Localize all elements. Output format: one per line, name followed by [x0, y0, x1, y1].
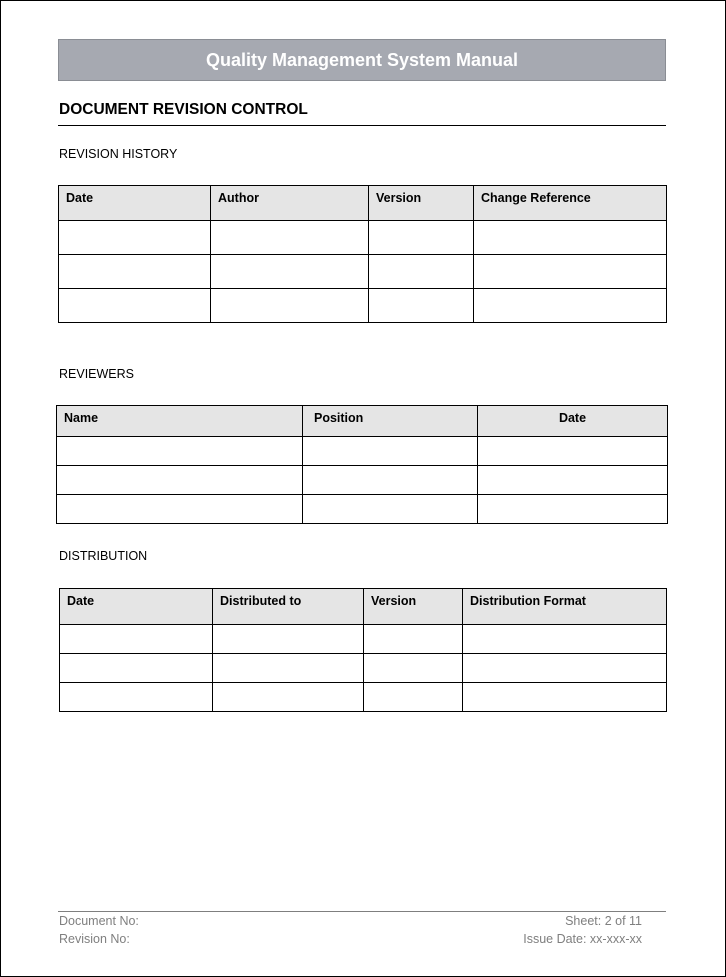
- table-cell[interactable]: [60, 654, 213, 683]
- table-header-row: [60, 589, 667, 625]
- banner-title: Quality Management System Manual: [205, 49, 519, 70]
- table-cell[interactable]: [213, 654, 364, 683]
- table-cell[interactable]: [57, 437, 303, 466]
- table-row: [59, 221, 667, 255]
- table-cell[interactable]: [59, 221, 211, 255]
- table-row: [60, 654, 667, 683]
- column-header-date: Date: [478, 406, 668, 437]
- document-number-label: Document No:: [59, 914, 139, 928]
- sheet-number: Sheet: 2 of 11: [565, 914, 642, 928]
- table-cell[interactable]: [60, 683, 213, 712]
- column-header-distribution-format: Distribution Format: [463, 589, 667, 625]
- table-cell[interactable]: [57, 495, 303, 524]
- column-header-version: Version: [364, 589, 463, 625]
- table-row: [60, 683, 667, 712]
- table-cell[interactable]: [369, 289, 474, 323]
- table-cell[interactable]: [211, 221, 369, 255]
- table-cell[interactable]: [474, 221, 667, 255]
- table-cell[interactable]: [211, 289, 369, 323]
- table-row: [59, 255, 667, 289]
- table-cell[interactable]: [463, 654, 667, 683]
- table-cell[interactable]: [60, 625, 213, 654]
- revision-history-label: REVISION HISTORY: [59, 147, 178, 161]
- column-header-date: Date: [59, 186, 211, 221]
- table-cell[interactable]: [474, 255, 667, 289]
- column-header-version: Version: [369, 186, 474, 221]
- table-cell[interactable]: [478, 437, 668, 466]
- table-cell[interactable]: [474, 289, 667, 323]
- table-cell[interactable]: [303, 495, 478, 524]
- column-header-change-reference: Change Reference: [474, 186, 667, 221]
- table-cell[interactable]: [57, 466, 303, 495]
- table-cell[interactable]: [463, 625, 667, 654]
- table-row: [57, 495, 668, 524]
- table-cell[interactable]: [369, 221, 474, 255]
- table-cell[interactable]: [59, 289, 211, 323]
- column-header-author: Author: [211, 186, 369, 221]
- table-row: [59, 289, 667, 323]
- page-title: DOCUMENT REVISION CONTROL: [59, 101, 308, 118]
- table-row: [57, 437, 668, 466]
- reviewers-label: REVIEWERS: [59, 367, 135, 381]
- column-header-distributed-to: Distributed to: [213, 589, 364, 625]
- table-header-row: [59, 186, 667, 221]
- table-cell[interactable]: [369, 255, 474, 289]
- column-header-date: Date: [60, 589, 213, 625]
- table-cell[interactable]: [213, 625, 364, 654]
- table-cell[interactable]: [211, 255, 369, 289]
- table-cell[interactable]: [303, 466, 478, 495]
- issue-date: Issue Date: xx-xxx-xx: [523, 932, 642, 946]
- table-cell[interactable]: [478, 495, 668, 524]
- table-cell[interactable]: [59, 255, 211, 289]
- table-row: [60, 625, 667, 654]
- table-row: [57, 466, 668, 495]
- distribution-label: DISTRIBUTION: [59, 549, 148, 563]
- table-cell[interactable]: [364, 683, 463, 712]
- distribution-table: [59, 588, 667, 712]
- column-header-position: Position: [303, 406, 478, 437]
- title-divider: [58, 125, 666, 126]
- table-cell[interactable]: [364, 625, 463, 654]
- table-cell[interactable]: [478, 466, 668, 495]
- table-cell[interactable]: [463, 683, 667, 712]
- table-cell[interactable]: [303, 437, 478, 466]
- footer-divider: [58, 911, 666, 912]
- table-cell[interactable]: [213, 683, 364, 712]
- revision-history-table: [58, 185, 667, 323]
- table-cell[interactable]: [364, 654, 463, 683]
- column-header-name: Name: [57, 406, 303, 437]
- reviewers-table: [56, 405, 668, 524]
- table-header-row: [57, 406, 668, 437]
- revision-number-label: Revision No:: [59, 932, 130, 946]
- header-banner: [58, 39, 666, 81]
